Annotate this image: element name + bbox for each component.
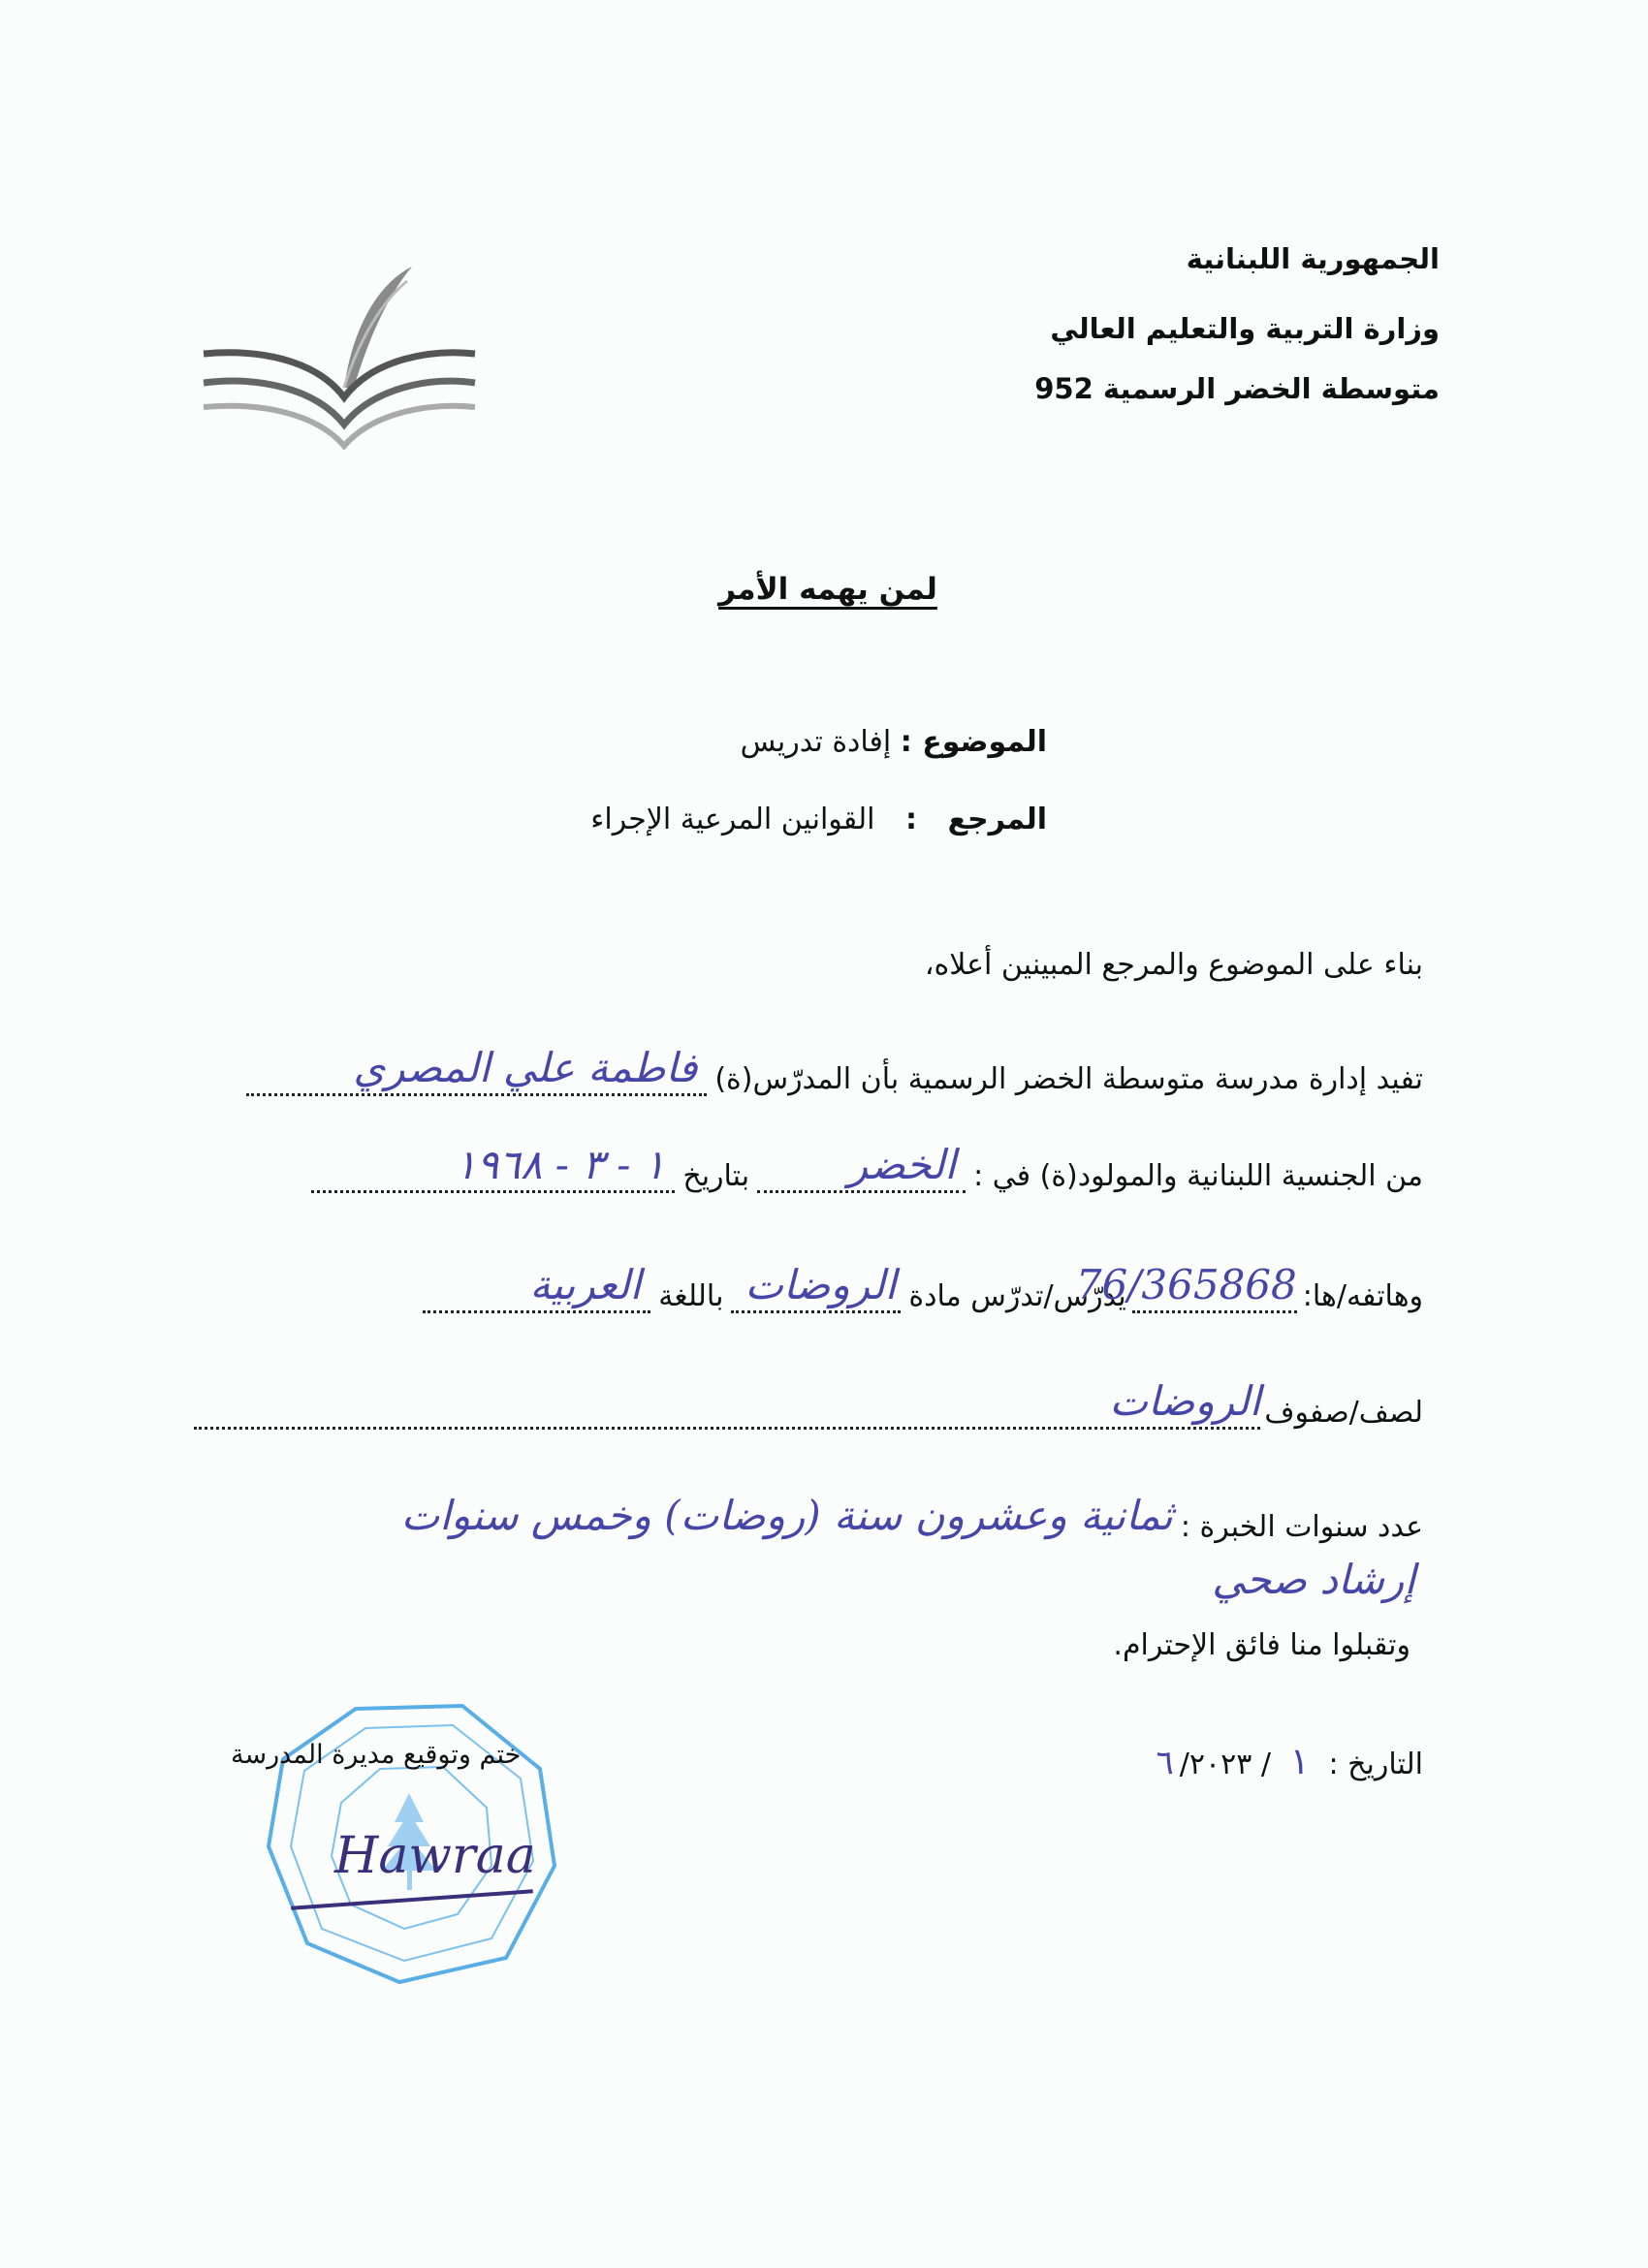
class-label: لصف/صفوف [1264, 1396, 1423, 1430]
header-ministry: وزارة التربية والتعليم العالي [1050, 312, 1440, 345]
reference-label: المرجع [947, 803, 1047, 836]
intro-text: بناء على الموضوع والمرجع المبينين أعلاه، [924, 948, 1423, 982]
teacher-name-handwritten: فاطمة علي المصري [353, 1044, 698, 1091]
book-logo-icon [199, 262, 480, 451]
birth-place-handwritten: الخضر [847, 1141, 957, 1188]
birth-line [311, 1141, 1423, 1193]
page-title: لمن يهمه الأمر [718, 572, 937, 607]
phone-label: وهاتفه/ها: [1302, 1279, 1423, 1313]
date-year: ٢٠٢٣ [1188, 1748, 1252, 1781]
subject-line [741, 725, 1047, 759]
experience-label: عدد سنوات الخبرة : [1180, 1510, 1423, 1544]
teaching-subject-label: يدرّس/تدرّس مادة [908, 1279, 1126, 1313]
birth-date-handwritten: ١ - ٣ - ١٩٦٨ [455, 1141, 666, 1188]
subject-label: الموضوع : [900, 725, 1047, 759]
teacher-label: تفيد إدارة مدرسة متوسطة الخضر الرسمية بأن المدرّس(ة) [714, 1062, 1423, 1096]
date-line: التاريخ : ١ / ٦ /٢٠٢٣ [1156, 1740, 1423, 1782]
experience-line [126, 1492, 1423, 1544]
reference-colon: : [905, 803, 918, 836]
closing-text: وتقبلوا منا فائق الإحترام. [1113, 1628, 1410, 1662]
class-line [194, 1377, 1423, 1430]
header-school: متوسطة الخضر الرسمية 952 [1034, 372, 1440, 405]
experience-handwritten-2: إرشاد صحي [1212, 1556, 1415, 1603]
birth-date-label: بتاريخ [682, 1159, 750, 1193]
reference-line [590, 803, 1047, 836]
date-month: ٦ [1156, 1744, 1174, 1782]
signature-label: ختم وتوقيع مديرة المدرسة [231, 1740, 522, 1770]
signature: Hawraa [334, 1827, 536, 1885]
header-republic: الجمهورية اللبنانية [1186, 242, 1440, 275]
classes-handwritten: الروضات [1109, 1377, 1261, 1425]
teaching-subject-handwritten: الروضات [745, 1261, 897, 1308]
teacher-line [246, 1044, 1423, 1096]
experience-handwritten: ثمانية وعشرون سنة (روضات) وخمس سنوات [400, 1492, 1173, 1539]
language-label: باللغة [658, 1279, 724, 1313]
date-label: التاريخ : [1328, 1748, 1423, 1781]
date-day: ١ [1289, 1740, 1310, 1782]
birth-label: من الجنسية اللبنانية والمولود(ة) في : [973, 1159, 1423, 1193]
page-title-wrap [0, 572, 1648, 607]
subject-value: إفادة تدريس [740, 725, 892, 759]
language-handwritten: العربية [529, 1261, 642, 1308]
phone-handwritten: 76/365868 [1075, 1261, 1297, 1308]
phone-line [423, 1261, 1423, 1313]
reference-value: القوانين المرعية الإجراء [590, 803, 875, 836]
